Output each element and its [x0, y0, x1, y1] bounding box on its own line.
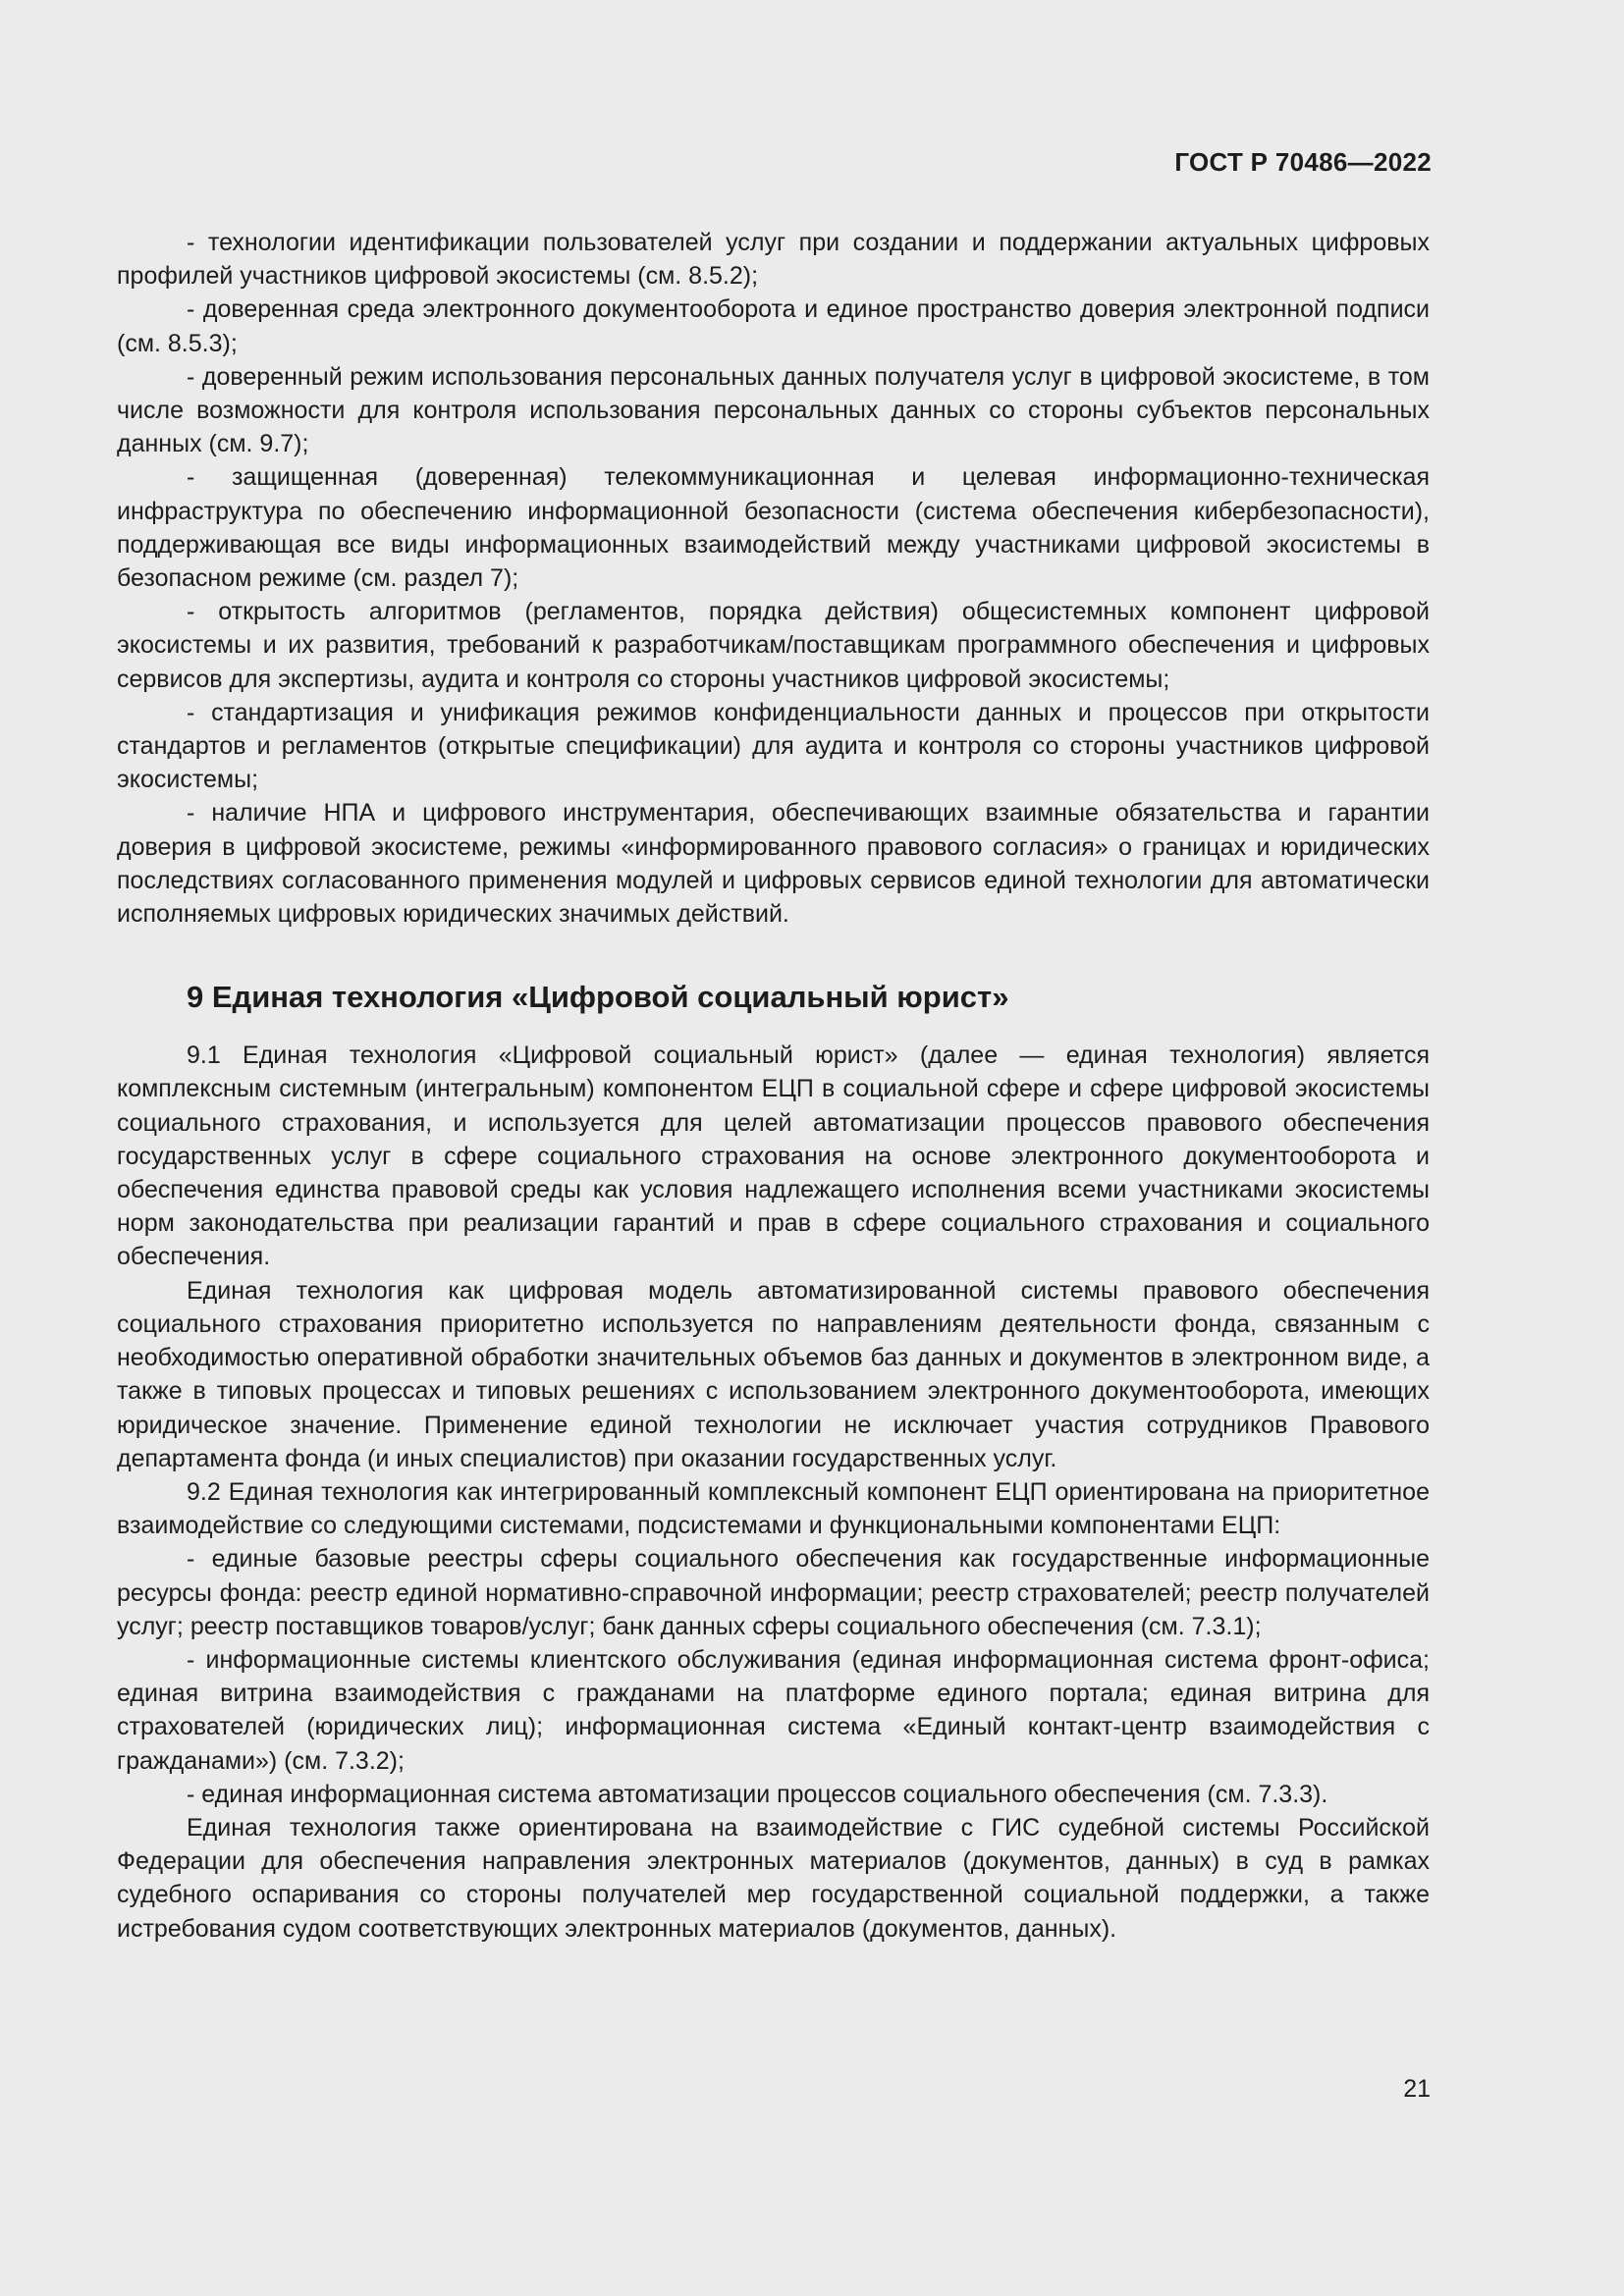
list-item: - стандартизация и унификация режимов конфиденциальности данных и процессов при открытости стандартов и регламентов (открытые спецификации) для аудита и контроля со стороны участников цифровой экосистемы;	[117, 698, 1430, 794]
list-item: - единая информационная система автоматизации процессов социального обеспечения (см. 7.3.3).	[187, 1780, 1328, 1808]
list-item: - единые базовые реестры сферы социального обеспечения как государственные информационные ресурсы фонда: реестр единой нормативно-справочной информации; реестр страхователей; реестр получателей услуг; реестр поставщиков товаров/услуг; банк данных сферы социального обеспечения (см. 7.3.1);	[117, 1545, 1430, 1640]
section-content	[117, 1039, 1430, 1945]
paragraph: Единая технология также ориентирована на взаимодействие с ГИС судебной системы Российской Федерации для обеспечения направления электронных материалов (документов, данных) в суд в рамках судебного оспаривания со стороны получателей мер государственной социальной поддержки, а также истребования судом соответствующих электронных материалов (документов, данных).	[117, 1813, 1430, 1943]
list-item: - наличие НПА и цифрового инструментария, обеспечивающих взаимные обязательства и гарантии доверия в цифровой экосистеме, режимы «информированного правового согласия» о границах и юридических последствиях согласованного применения модулей и цифровых сервисов единой технологии для автоматически исполняемых цифровых юридических значимых действий.	[117, 799, 1430, 929]
list-item: - защищенная (доверенная) телекоммуникационная и целевая информационно-техническая инфраструктура по обеспечению информационной безопасности (система обеспечения кибербезопасности), поддерживающая все виды информационных взаимодействий между участниками цифровой экосистемы в безопасном режиме (см. раздел 7);	[117, 463, 1430, 593]
paragraph: Единая технология как цифровая модель автоматизированной системы правового обеспечения социального страхования приоритетно используется по направлениям деятельности фонда, связанным с необходимостью оперативной обработки значительных объемов баз данных и документов в электронном виде, а также в типовых процессах и типовых решениях с использованием электронного документооборота, имеющих юридическое значение. Применение единой технологии не исключает участия сотрудников Правового департамента фонда (и иных специалистов) при оказании государственных услуг.	[117, 1276, 1430, 1472]
list-item: - информационные системы клиентского обслуживания (единая информационная система фронт-офиса; единая витрина взаимодействия с гражданами на платформе единого портала; единая витрина для страхователей (юридических лиц); информационная система «Единый контакт-центр взаимодействия с гражданами») (см. 7.3.2);	[117, 1645, 1430, 1775]
list-item: - доверенный режим использования персональных данных получателя услуг в цифровой экосистеме, в том числе возможности для контроля использования персональных данных со стороны субъектов персональных данных (см. 9.7);	[117, 362, 1430, 458]
list-item: - доверенная среда электронного документооборота и единое пространство доверия электронной подписи (см. 8.5.3);	[117, 295, 1430, 357]
page-number: 21	[1403, 2075, 1431, 2103]
paragraph-9-2: 9.2 Единая технология как интегрированный комплексный компонент ЕЦП ориентирована на приоритетное взаимодействие со следующими системами, подсистемами и функциональными компонентами ЕЦП:	[117, 1477, 1430, 1540]
list-item: - открытость алгоритмов (регламентов, порядка действия) общесистемных компонент цифровой экосистемы и их развития, требований к разработчикам/поставщикам программного обеспечения и цифровых сервисов для экспертизы, аудита и контроля со стороны участников цифровой экосистемы;	[117, 598, 1430, 693]
paragraph-9-1: 9.1 Единая технология «Цифровой социальный юрист» (далее — единая технология) является комплексным системным (интегральным) компонентом ЕЦП в социальной сфере и сфере цифровой экосистемы социального страхования, и используется для целей автоматизации процессов правового обеспечения государственных услуг в сфере социального страхования на основе электронного документооборота и обеспечения единства правовой среды как условия надлежащего исполнения всеми участниками экосистемы норм законодательства при реализации гарантий и прав в сфере социального страхования и социального обеспечения.	[117, 1041, 1430, 1271]
list-item: - технологии идентификации пользователей услуг при создании и поддержании актуальных цифровых профилей участников цифровой экосистемы (см. 8.5.2);	[117, 229, 1430, 291]
document-body	[117, 226, 1430, 1946]
document-standard-id: ГОСТ Р 70486—2022	[1174, 147, 1432, 177]
section-heading: 9 Единая технология «Цифровой социальный юрист»	[187, 980, 1009, 1015]
requirements-list	[117, 226, 1430, 931]
